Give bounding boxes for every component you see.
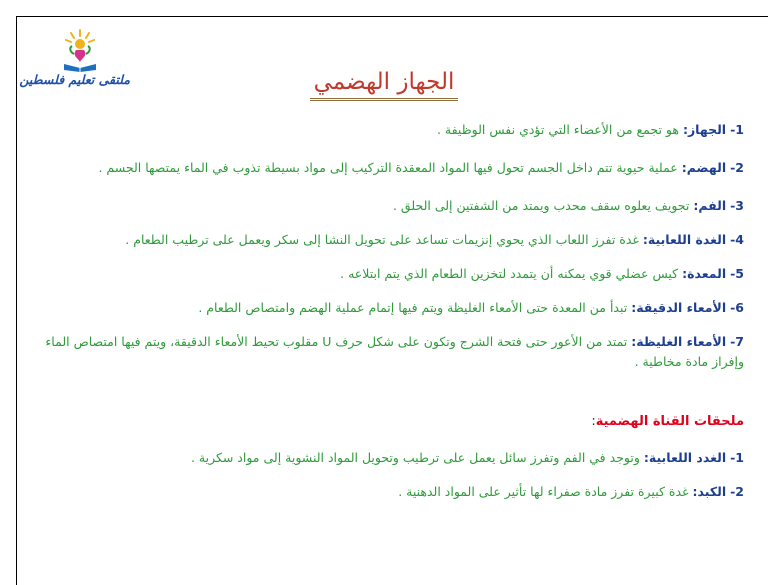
page-title: الجهاز الهضمي <box>310 68 459 101</box>
appendix-heading-text: ملحقات القناة الهضمية <box>595 414 744 429</box>
item-text: هو تجمع من الأعضاء التي تؤدي نفس الوظيفة . <box>436 122 679 137</box>
appendix-item <box>28 482 744 502</box>
definition-item <box>28 158 744 178</box>
title-wrap <box>0 68 768 101</box>
item-term: الفم: <box>693 198 727 213</box>
item-term: الغدد اللعابية: <box>643 450 727 465</box>
definition-item <box>28 332 744 372</box>
item-term: المعدة: <box>682 266 727 281</box>
item-number: 5- <box>730 266 744 281</box>
item-term: الأمعاء الدقيقة: <box>631 300 727 315</box>
definition-item <box>28 264 744 284</box>
appendix-heading-colon: : <box>591 414 596 429</box>
item-term: الهضم: <box>681 160 727 175</box>
item-text: عملية حيوية تتم داخل الجسم تحول فيها المواد المعقدة التركيب إلى مواد بسيطة تذوب في الماء يمتصها الجسم . <box>98 160 678 175</box>
item-text: كيس عضلي قوي يمكنه أن يتمدد لتخزين الطعام الذي يتم ابتلاعه . <box>340 266 679 281</box>
item-text: تجويف يعلوه سقف محدب ويمتد من الشفتين إلى الحلق . <box>392 198 690 213</box>
definition-item <box>28 298 744 318</box>
definition-item <box>28 230 744 250</box>
appendix-item <box>28 448 744 468</box>
item-text: غدة تفرز اللعاب الذي يحوي إنزيمات تساعد على تحويل النشا إلى سكر ويعمل على ترطيب الطعام . <box>125 232 639 247</box>
item-term: الجهاز: <box>682 122 727 137</box>
item-term: الأمعاء الغليظة: <box>631 334 727 349</box>
item-number: 2- <box>730 160 744 175</box>
item-text: تمتد من الأعور حتى فتحة الشرج وتكون على شكل حرف U مقلوب تحيط الأمعاء الدقيقة، ويتم فيها امتصاص الماء وإفراز مادة مخاطية . <box>45 334 744 369</box>
item-text: غدة كبيرة تفرز مادة صفراء لها تأثير على المواد الدهنية . <box>398 484 689 499</box>
content <box>28 120 744 502</box>
logo-text: ملتقى تعليم فلسطين <box>19 72 130 87</box>
item-term: الغدة اللعابية: <box>642 232 727 247</box>
item-term: الكبد: <box>692 484 727 499</box>
item-number: 7- <box>730 334 744 349</box>
item-number: 1- <box>730 450 744 465</box>
item-text: تبدأ من المعدة حتى الأمعاء الغليظة ويتم فيها إتمام عملية الهضم وامتصاص الطعام . <box>198 300 628 315</box>
item-number: 3- <box>730 198 744 213</box>
definition-item <box>28 120 744 140</box>
item-number: 6- <box>730 300 744 315</box>
logo-emblem-icon <box>62 28 98 72</box>
item-number: 2- <box>730 484 744 499</box>
item-text: وتوجد في الفم وتفرز سائل يعمل على ترطيب وتحويل المواد النشوية إلى مواد سكرية . <box>190 450 640 465</box>
appendix-heading <box>28 412 744 432</box>
item-number: 4- <box>730 232 744 247</box>
definition-item <box>28 196 744 216</box>
item-number: 1- <box>730 122 744 137</box>
